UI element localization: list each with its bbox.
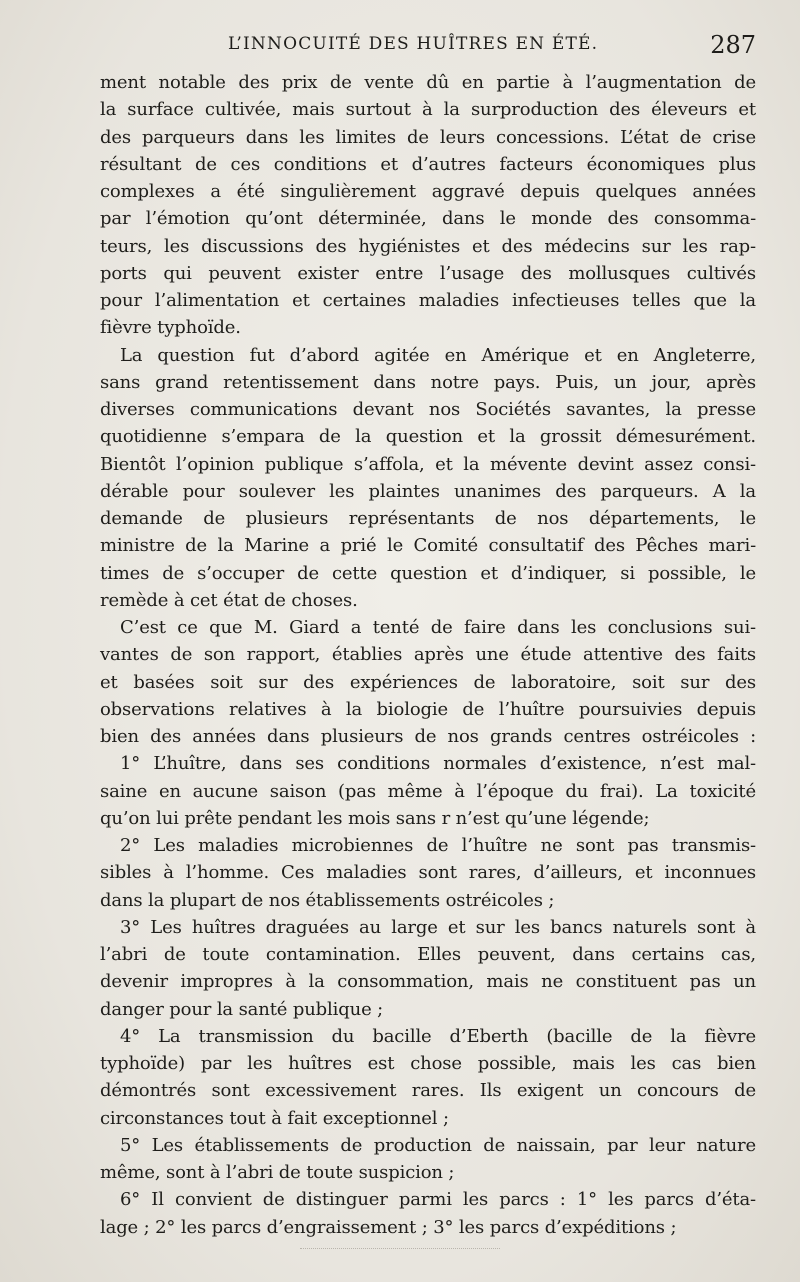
text-line: la surface cultivée, mais surtout à la surproduction des éleveurs et xyxy=(100,99,756,121)
text-line: times de s’occuper de cette question et d’indiquer, si possible, le xyxy=(100,562,756,584)
text-line: bien des années dans plusieurs de nos grands centres ostréicoles : xyxy=(100,726,756,747)
text-line: danger pour la santé publique ; xyxy=(100,998,384,1020)
text-line: dérable pour soulever les plaintes unanimes des parqueurs. A la xyxy=(100,480,756,502)
text-line: remède à cet état de choses. xyxy=(100,589,358,611)
text-line: devenir impropres à la consommation, mais ne constituent pas un xyxy=(100,971,756,993)
text-line: quotidienne s’empara de la question et la grossit démesurément. xyxy=(100,426,756,448)
text-line: même, sont à l’abri de toute suspicion ; xyxy=(100,1162,455,1183)
text-line: ment notable des prix de vente dû en partie à l’augmentation de xyxy=(100,72,756,93)
text-line: lage ; 2° les parcs d’engraissement ; 3° les parcs d’expéditions ; xyxy=(100,1216,677,1238)
text-line: observations relatives à la biologie de l’huître poursuivies depuis xyxy=(100,698,756,720)
text-line: et basées soit sur des expériences de laboratoire, soit sur des xyxy=(100,671,756,693)
text-line: pour l’alimentation et certaines maladies infectieuses telles que la xyxy=(100,290,756,311)
text-line: diverses communications devant nos Sociétés savantes, la presse xyxy=(100,399,756,420)
text-line: sans grand retentissement dans notre pays. Puis, un jour, après xyxy=(100,371,756,393)
text-line: 4° La transmission du bacille d’Eberth (bacille de la fièvre xyxy=(120,1025,756,1047)
text-line: C’est ce que M. Giard a tenté de faire dans les conclusions sui- xyxy=(120,617,756,638)
text-line: démontrés sont excessivement rares. Ils exigent un concours de xyxy=(100,1080,756,1102)
text-line: 6° Il convient de distinguer parmi les parcs : 1° les parcs d’éta- xyxy=(120,1189,756,1211)
running-head xyxy=(100,31,756,62)
text-line: l’abri de toute contamination. Elles peuvent, dans certains cas, xyxy=(100,944,756,965)
text-line: 2° Les maladies microbiennes de l’huître ne sont pas transmis- xyxy=(120,835,756,856)
text-line: teurs, les discussions des hygiénistes et des médecins sur les rap- xyxy=(100,235,756,257)
text-line: fièvre typhoïde. xyxy=(100,317,241,339)
text-line: Bientôt l’opinion publique s’affola, et la mévente devint assez consi- xyxy=(100,453,756,475)
text-line: 3° Les huîtres draguées au large et sur les bancs naturels sont à xyxy=(120,916,756,938)
text-line: ports qui peuvent exister entre l’usage des mollusques cultivés xyxy=(100,262,756,284)
text-line: résultant de ces conditions et d’autres facteurs économiques plus xyxy=(100,153,756,175)
running-title: L’INNOCUITÉ DES HUÎTRES EN ÉTÉ. xyxy=(228,34,599,54)
text-line: par l’émotion qu’ont déterminée, dans le monde des consomma- xyxy=(100,208,756,230)
page-number: 287 xyxy=(710,31,756,59)
text-line: des parqueurs dans les limites de leurs concessions. L’état de crise xyxy=(100,126,756,148)
text-line: saine en aucune saison (pas même à l’époque du frai). La toxicité xyxy=(100,780,756,802)
text-line: circonstances tout à fait exceptionnel ; xyxy=(100,1107,449,1129)
text-line: qu’on lui prête pendant les mois sans r n’est qu’une légende; xyxy=(100,807,650,829)
text-line: 5° Les établissements de production de naissain, par leur nature xyxy=(120,1134,756,1156)
text-line: dans la plupart de nos établissements ostréicoles ; xyxy=(100,889,555,911)
text-line: La question fut d’abord agitée en Amérique et en Angleterre, xyxy=(120,344,756,366)
body-text xyxy=(100,69,756,1241)
text-line: complexes a été singulièrement aggravé depuis quelques années xyxy=(100,181,756,202)
text-line: typhoïde) par les huîtres est chose possible, mais les cas bien xyxy=(100,1053,756,1074)
text-line: demande de plusieurs représentants de nos départements, le xyxy=(100,508,756,529)
text-line: vantes de son rapport, établies après une étude attentive des faits xyxy=(100,644,756,666)
text-line: ministre de la Marine a prié le Comité consultatif des Pêches mari- xyxy=(100,535,756,557)
page-bottom-smudge xyxy=(300,1248,500,1252)
text-line: 1° L’huître, dans ses conditions normales d’existence, n’est mal- xyxy=(120,753,756,775)
text-line: sibles à l’homme. Ces maladies sont rares, d’ailleurs, et inconnues xyxy=(100,862,756,884)
